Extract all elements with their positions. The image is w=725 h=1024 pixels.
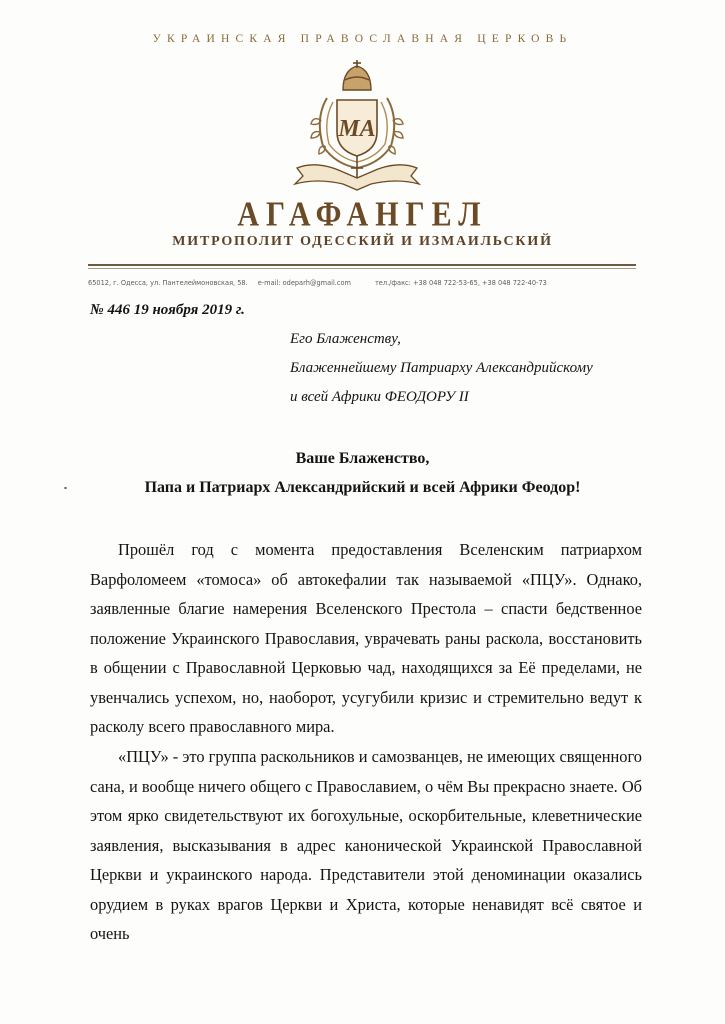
- address-text: 65012, г. Одесса, ул. Пантелеймоновская, 58.: [88, 279, 248, 287]
- metropolitan-emblem-icon: [287, 60, 427, 192]
- email-text: e-mail: odeparh@gmail.com: [257, 279, 351, 287]
- document-number-date: № 446 19 ноября 2019 г.: [90, 302, 245, 318]
- divider: [88, 264, 636, 266]
- scan-artifact: [64, 487, 67, 489]
- salutation-line: Папа и Патриарх Александрийский и всей Африки Феодор!: [144, 479, 581, 496]
- recipient-line: Блаженнейшему Патриарху Александрийскому: [290, 360, 593, 376]
- recipient-line: и всей Африки ФЕОДОРУ II: [290, 389, 469, 405]
- salutation-line: Ваше Блаженство,: [295, 450, 430, 467]
- phone-text: тел./факс: +38 048 722-53-65, +38 048 722-40-73: [374, 279, 547, 287]
- recipient-line: Его Блаженству,: [290, 331, 401, 347]
- divider: [88, 268, 636, 269]
- org-title: УКРАИНСКАЯ ПРАВОСЛАВНАЯ ЦЕРКОВЬ: [152, 33, 573, 45]
- metropolitan-title: МИТРОПОЛИТ ОДЕССКИЙ И ИЗМАИЛЬСКИЙ: [172, 234, 553, 249]
- signature-name: АГАФАНГЕЛ: [237, 195, 488, 234]
- body-paragraph: Прошёл год с момента предоставления Вселенским патриархом Варфоломеем «томоса» об автокефалии так называемой «ПЦУ». Однако, заявленные благие намерения Вселенского Престола – спасти бедственное положение Украинского Православия, уврачевать раны раскола, восстановить в общении с Православной Церковью чад, находящихся за Её пределами, не увенчались успехом, но, наоборот, усугубили кризис и стремительно ведут к расколу всего православного мира.: [90, 540, 642, 736]
- contact-line: [88, 279, 636, 287]
- body-paragraph: «ПЦУ» - это группа раскольников и самозванцев, не имеющих священного сана, и вообще ничего общего с Православием, о чём Вы прекрасно знаете. Об этом ярко свидетельствуют их богохульные, оскорбительные, клеветнические заявления, высказывания в адрес канонической Украинской Православной Церкви и украинского народа. Представители этой деноминации оказались орудием в руках врагов Церкви и Христа, которые ненавидят всё святое и очень: [90, 747, 642, 943]
- svg-text:МА: МА: [338, 116, 376, 142]
